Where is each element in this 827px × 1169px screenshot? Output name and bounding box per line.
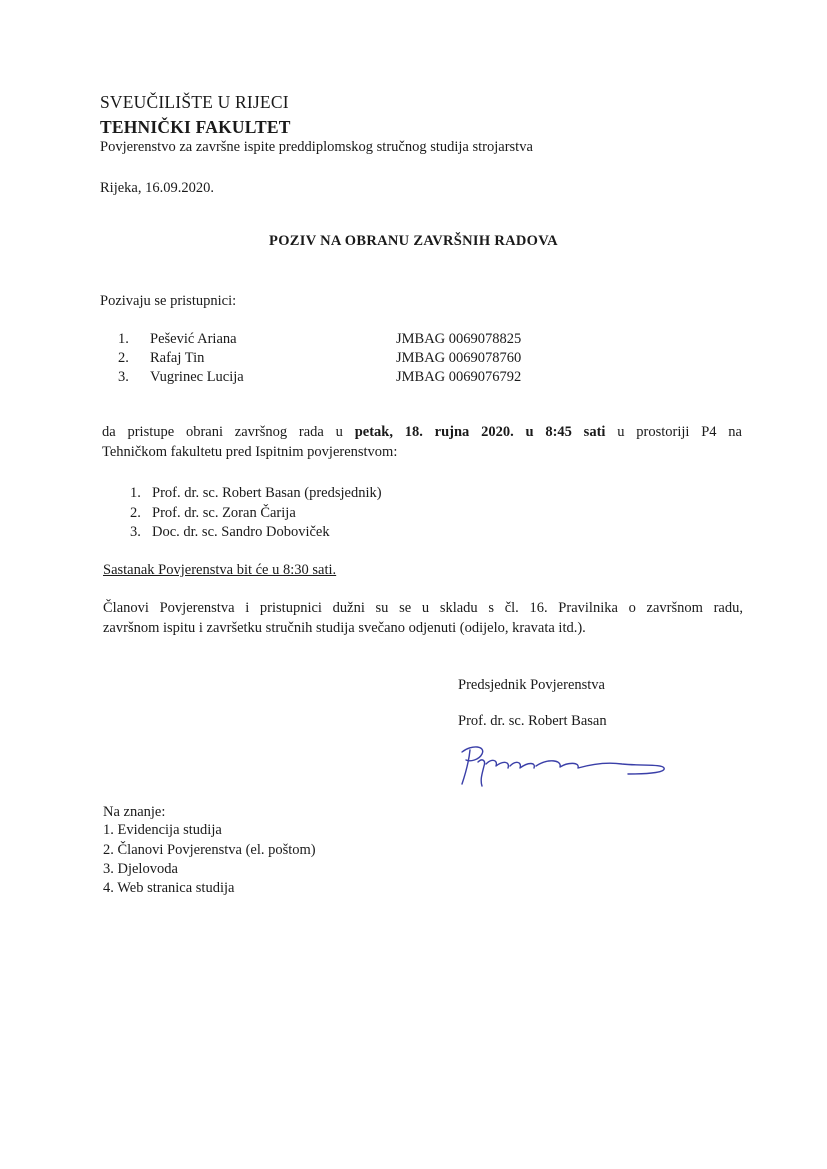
signature-image bbox=[452, 740, 672, 790]
member-number: 1. bbox=[130, 485, 141, 501]
member-name: dr. sc. Robert Basan (predsjednik) bbox=[180, 485, 382, 501]
candidate-jmbag: JMBAG 0069076792 bbox=[396, 369, 522, 385]
president-name: Prof. dr. sc. Robert Basan bbox=[458, 713, 607, 729]
cc-item: 3. Djelovoda bbox=[103, 861, 178, 877]
dress-code-line1: Članovi Povjerenstva i pristupnici dužni su se u skladu s čl. 16. Pravilnika o završnom radu, bbox=[103, 600, 743, 616]
university-name: SVEUČILIŠTE U RIJECI bbox=[100, 92, 289, 112]
member-number: 2. bbox=[130, 505, 141, 521]
cc-item: 1. Evidencija studija bbox=[103, 822, 222, 838]
candidate-name: Pešević Ariana bbox=[150, 331, 237, 347]
cc-item: 4. Web stranica studija bbox=[103, 880, 235, 896]
committee-member bbox=[130, 505, 296, 522]
dress-code-line2: završnom ispitu i završetku stručnih studija svečano odjenuti (odijelo, kravata itd.). bbox=[103, 620, 586, 636]
member-name: Prof. dr. sc. Zoran Čarija bbox=[152, 505, 296, 521]
candidate-row bbox=[118, 331, 558, 348]
president-role: Predsjednik Povjerenstva bbox=[458, 677, 605, 693]
defense-datetime: petak, 18. rujna 2020. u 8:45 sati bbox=[354, 424, 606, 440]
candidate-number: 1. bbox=[118, 331, 129, 347]
defense-prefix: da pristupe obrani završnog rada u bbox=[102, 424, 355, 440]
member-title: Prof. bbox=[152, 485, 181, 501]
committee-member bbox=[130, 485, 382, 502]
member-name: Doc. dr. sc. Sandro Doboviček bbox=[152, 524, 330, 540]
candidate-row bbox=[118, 369, 558, 386]
defense-paragraph bbox=[102, 424, 742, 441]
cc-item: 2. Članovi Povjerenstva (el. poštom) bbox=[103, 842, 316, 858]
cc-heading: Na znanje: bbox=[103, 804, 166, 820]
candidate-number: 3. bbox=[118, 369, 129, 385]
candidate-jmbag: JMBAG 0069078825 bbox=[396, 331, 522, 347]
committee-member bbox=[130, 524, 330, 541]
candidates-intro: Pozivaju se pristupnici: bbox=[100, 293, 237, 309]
member-number: 3. bbox=[130, 524, 141, 540]
meeting-note: Sastanak Povjerenstva bit će u 8:30 sati. bbox=[103, 562, 337, 578]
candidate-row bbox=[118, 350, 558, 367]
candidate-jmbag: JMBAG 0069078760 bbox=[396, 350, 522, 366]
place-date: Rijeka, 16.09.2020. bbox=[100, 180, 214, 196]
candidate-name: Rafaj Tin bbox=[150, 350, 205, 366]
candidate-name: Vugrinec Lucija bbox=[150, 369, 244, 385]
document-title: POZIV NA OBRANU ZAVRŠNIH RADOVA bbox=[269, 233, 558, 249]
faculty-name: TEHNIČKI FAKULTET bbox=[100, 117, 291, 137]
committee-name: Povjerenstvo za završne ispite preddiplomskog stručnog studija strojarstva bbox=[100, 139, 533, 155]
candidate-number: 2. bbox=[118, 350, 129, 366]
defense-suffix: u prostoriji P4 na bbox=[605, 424, 742, 440]
defense-paragraph-line2: Tehničkom fakultetu pred Ispitnim povjerenstvom: bbox=[102, 444, 398, 460]
